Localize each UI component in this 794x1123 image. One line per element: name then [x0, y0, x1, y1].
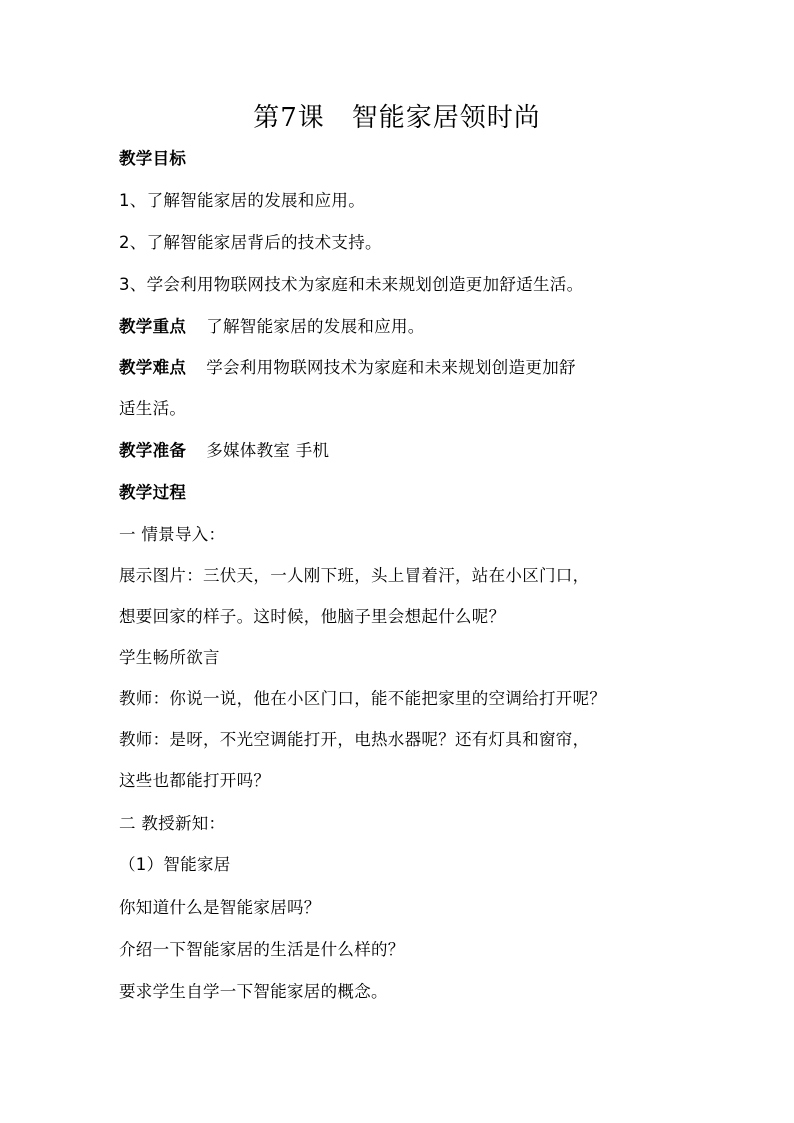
- preparation-text: 多媒体教室 手机: [206, 441, 330, 460]
- preparation-row: [119, 439, 329, 463]
- section-heading: 二 教授新知：: [119, 814, 226, 833]
- objective-item: 2、了解智能家居背后的技术支持。: [119, 233, 382, 252]
- paragraph: 学生畅所欲言: [119, 648, 220, 667]
- paragraph: 这些也都能打开吗？: [119, 771, 271, 790]
- difficulty-label: 教学难点: [119, 358, 187, 377]
- preparation-label: 教学准备: [119, 441, 187, 460]
- process-heading: 教学过程: [119, 483, 187, 502]
- objectives-heading: 教学目标: [119, 149, 187, 168]
- paragraph: 教师：是呀，不光空调能打开，电热水器呢？还有灯具和窗帘，: [119, 730, 590, 749]
- paragraph: 教师：你说一说，他在小区门口，能不能把家里的空调给打开呢？: [119, 689, 607, 708]
- key-point-row: [119, 315, 425, 339]
- objective-item: 1、了解智能家居的发展和应用。: [119, 191, 365, 210]
- subsection-heading: （1）智能家居: [119, 855, 231, 874]
- difficulty-row: [119, 356, 576, 380]
- paragraph: 要求学生自学一下智能家居的概念。: [119, 982, 388, 1001]
- paragraph: 介绍一下智能家居的生活是什么样的？: [119, 940, 405, 959]
- key-point-text: 了解智能家居的发展和应用。: [206, 317, 425, 336]
- lesson-title: 第7课 智能家居领时尚: [253, 103, 541, 133]
- paragraph: 你知道什么是智能家居吗？: [119, 898, 321, 917]
- objective-item: 3、学会利用物联网技术为家庭和未来规划创造更加舒适生活。: [119, 275, 584, 294]
- paragraph: 展示图片：三伏天，一人刚下班，头上冒着汗，站在小区门口，: [119, 566, 590, 585]
- difficulty-text-continued: 适生活。: [119, 399, 187, 418]
- paragraph: 想要回家的样子。这时候，他脑子里会想起什么呢？: [119, 607, 506, 626]
- key-point-label: 教学重点: [119, 317, 187, 336]
- section-heading: 一 情景导入：: [119, 525, 226, 544]
- difficulty-text: 学会利用物联网技术为家庭和未来规划创造更加舒: [206, 358, 576, 377]
